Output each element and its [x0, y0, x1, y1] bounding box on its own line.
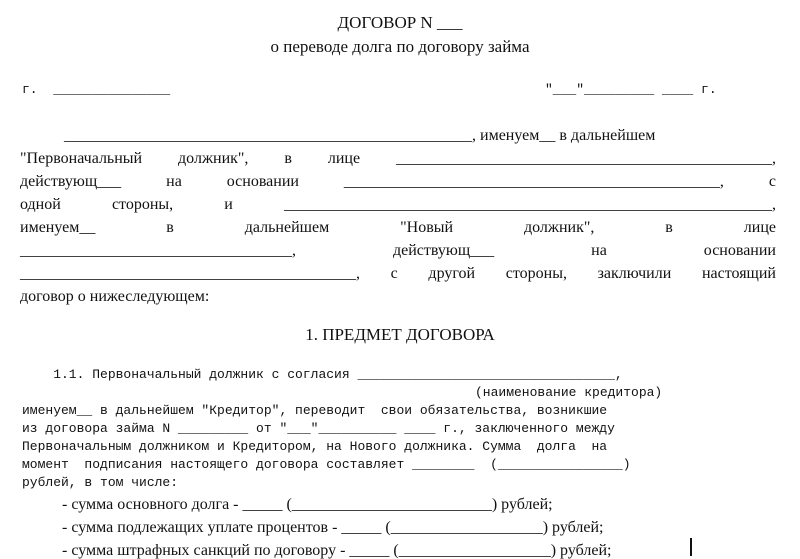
interest-amount-line: - сумма подлежащих уплате процентов - _____ (___________________) рублей;	[62, 519, 604, 536]
clause-1-1-line-1: 1.1. Первоначальный должник с согласия _________________________________,	[22, 367, 623, 382]
document-subtitle: о переводе долга по договору займа	[270, 37, 530, 56]
parties-line-8: договор о нижеследующем:	[20, 288, 210, 305]
date-field: "___"_________ ____ г.	[545, 82, 717, 97]
principal-debt-line: - сумма основного долга - _____ (_________________________) рублей;	[62, 496, 553, 513]
city-field: г. _______________	[22, 82, 171, 97]
clause-1-1-line-3: из договора займа N _________ от "___"__________ ____ г., заключенного между	[22, 421, 615, 436]
clause-1-1-line-4: Первоначальным должником и Кредитором, на Нового должника. Сумма долга на	[22, 439, 608, 454]
text-cursor	[690, 538, 692, 556]
penalty-amount-line: - сумма штрафных санкций по договору - _____ (___________________) рублей;	[62, 542, 612, 559]
parties-line-5: именуем__ в дальнейшем "Новый должник", в лице	[20, 219, 776, 236]
parties-line-6: __________________________________, действующ___ на основании	[20, 242, 776, 259]
clause-1-1-line-5: момент подписания настоящего договора составляет ________ (________________)	[22, 457, 631, 472]
parties-line-2: "Первоначальный должник", в лице _______________________________________________,	[20, 150, 776, 167]
parties-line-4: одной стороны, и _____________________________________________________________,	[20, 196, 776, 213]
clause-1-1-line-2: именуем__ в дальнейшем "Кредитор", переводит свои обязательства, возникшие	[22, 403, 608, 418]
parties-line-1: ___________________________________________________, именуем__ в дальнейшем	[64, 127, 656, 144]
parties-line-3: действующ___ на основании _______________________________________________, с	[20, 173, 776, 190]
creditor-name-hint: (наименование кредитора)	[475, 385, 663, 400]
document-title: ДОГОВОР N ___	[337, 13, 463, 32]
clause-1-1-line-6: рублей, в том числе:	[22, 475, 179, 490]
parties-line-7: __________________________________________, с другой стороны, заключили настоящий	[20, 265, 776, 282]
section-1-heading: 1. ПРЕДМЕТ ДОГОВОРА	[305, 325, 495, 344]
